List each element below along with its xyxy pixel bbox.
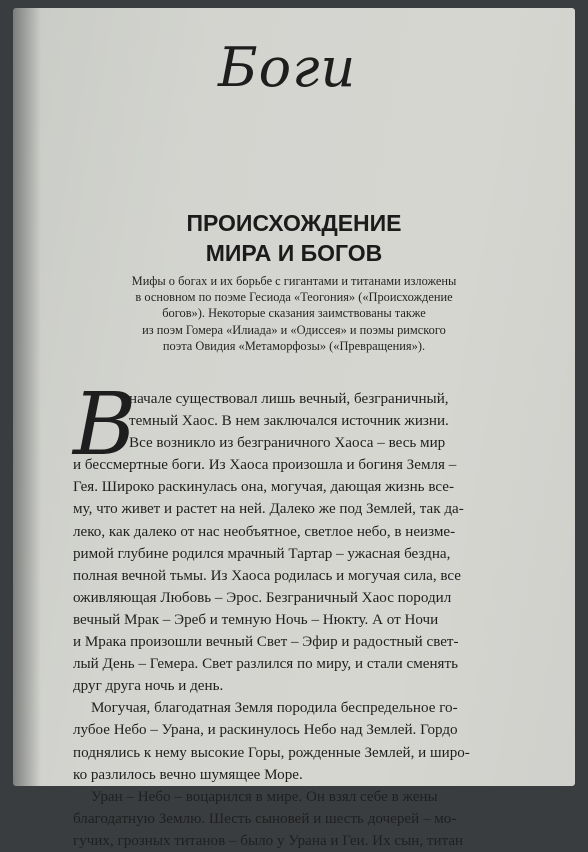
chapter-title-line-2: МИРА И БОГОВ: [205, 240, 383, 266]
body-line: благодатную Землю. Шесть сыновей и шесть дочерей – мо-: [73, 810, 457, 827]
book-page: [13, 8, 575, 849]
epigraph-line: из поэм Гомера «Илиада» и «Одиссея» и поэмы римского: [142, 322, 446, 337]
body-line: леко, как далеко от нас необъятное, светлое небо, в неизме-: [73, 523, 456, 540]
body-line: Все возникло из безграничного Хаоса – весь мир: [129, 435, 446, 452]
body-line: гучих, грозных титанов – было у Урана и Геи. Их сын, титан: [73, 832, 464, 849]
epigraph: [73, 273, 515, 354]
body-line: полная вечной тьмы. Из Хаоса родилась и могучая сила, все: [73, 567, 461, 584]
body-line: и бессмертные боги. Из Хаоса произошла и богиня Земля –: [73, 457, 457, 474]
chapter-title: [13, 208, 575, 268]
body-line: начале существовал лишь вечный, безграничный,: [129, 391, 449, 407]
body-line: лый День – Гемера. Свет разлился по миру, и стали сменять: [73, 656, 458, 673]
body-line: римой глубине родился мрачный Тартар – ужасная бездна,: [73, 545, 451, 562]
body-line: Могучая, благодатная Земля породила беспредельное го-: [91, 700, 458, 717]
epigraph-line: в основном по поэме Гесиода «Теогония» («Происхождение: [135, 290, 453, 305]
body-line: Уран – Небо – воцарился в мире. Он взял себе в жены: [91, 788, 438, 805]
body-line: му, что живет и растет на ней. Далеко же под Землей, так да-: [73, 501, 464, 518]
body-line: ко разлилось вечно шумящее Море.: [73, 766, 303, 783]
body-line: Гея. Широко раскинулась она, могучая, дающая жизнь все-: [73, 479, 454, 496]
drop-cap: В: [73, 375, 137, 475]
chapter-title-line-1: ПРОИСХОЖДЕНИЕ: [186, 210, 402, 236]
body-line: темный Хаос. В нем заключался источник жизни.: [129, 413, 449, 430]
body-line: оживляющая Любовь – Эрос. Безграничный Хаос породил: [73, 589, 452, 606]
body-line: лубое Небо – Урана, и раскинулось Небо над Землей. Гордо: [73, 722, 458, 739]
body-text: [73, 375, 543, 852]
epigraph-line: поэта Овидия «Метаморфозы» («Превращения»).: [162, 338, 426, 353]
page-shadow: [13, 8, 41, 786]
body-line: друг друга ночь и день.: [73, 678, 224, 695]
section-title: Боги: [218, 36, 357, 99]
epigraph-line: Мифы о богах и их борьбе с гигантами и титанами изложены: [131, 274, 457, 288]
body-line: и Мрака произошли вечный Свет – Эфир и радостный свет-: [73, 634, 459, 651]
body-line: вечный Мрак – Эреб и темную Ночь – Нюкту. А от Ночи: [73, 611, 439, 628]
epigraph-line: богов»). Некоторые сказания заимствованы также: [162, 306, 426, 321]
body-line: поднялись к нему высокие Горы, рожденные Землей, и широ-: [73, 744, 470, 761]
